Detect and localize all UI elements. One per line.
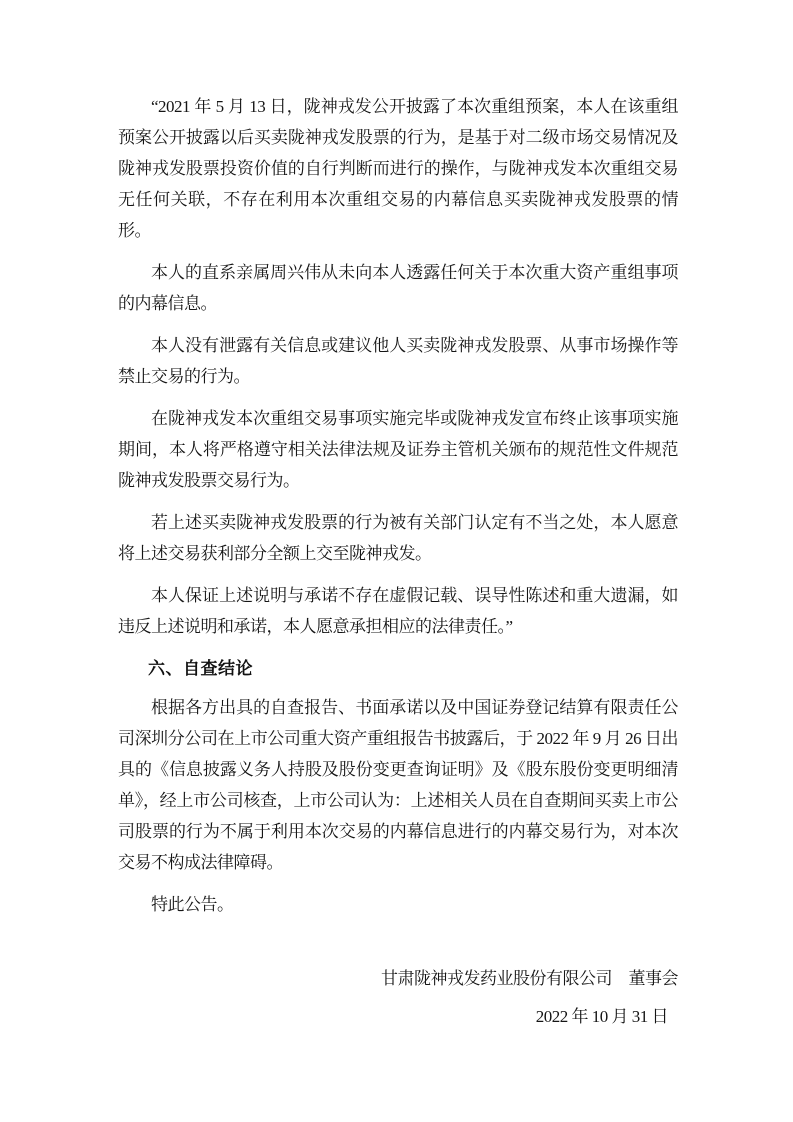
signature-date-line: 2022 年 10 月 31 日 bbox=[535, 1007, 668, 1026]
statement-paragraph-3: 本人没有泄露有关信息或建议他人买卖陇神戎发股票、从事市场操作等禁止交易的行为。 bbox=[118, 336, 678, 386]
closing-paragraph: 特此公告。 bbox=[151, 895, 234, 914]
statement-paragraph-6: 本人保证上述说明与承诺不存在虚假记载、误导性陈述和重大遗漏，如违反上述说明和承诺，本人愿意承担相应的法律责任。” bbox=[118, 586, 678, 636]
document-content bbox=[118, 91, 678, 1032]
signature-block bbox=[118, 963, 678, 1032]
conclusion-paragraph: 根据各方出具的自查报告、书面承诺以及中国证券登记结算有限责任公司深圳分公司在上市公司重大资产重组报告书披露后，于 2022 年 9 月 26 日出具的《信息披露义务人持股及股份变更查询证明》及《股东股份变更明细清单》，经上市公司核查，上市公司认为：上述相关人员在自查期间买卖上市公司股票的行为不属于利用本次交易的内幕信息进行的内幕交易行为，对本次交易不构成法律障碍。 bbox=[118, 698, 678, 872]
signature-company-line: 甘肃陇神戎发药业股份有限公司 董事会 bbox=[381, 969, 678, 988]
statement-paragraph-2: 本人的直系亲属周兴伟从未向本人透露任何关于本次重大资产重组事项的内幕信息。 bbox=[118, 263, 678, 313]
section-heading-self-check-conclusion: 六、自查结论 bbox=[148, 659, 253, 678]
statement-paragraph-1: “2021 年 5 月 13 日，陇神戎发公开披露了本次重组预案，本人在该重组预案公开披露以后买卖陇神戎发股票的行为，是基于对二级市场交易情况及陇神戎发股票投资价值的自行判断而进行的操作，与陇神戎发本次重组交易无任何关联，不存在利用本次重组交易的内幕信息买卖陇神戎发股票的情形。 bbox=[118, 97, 678, 240]
statement-paragraph-5: 若上述买卖陇神戎发股票的行为被有关部门认定有不当之处，本人愿意将上述交易获利部分全额上交至陇神戎发。 bbox=[118, 513, 678, 563]
statement-paragraph-4: 在陇神戎发本次重组交易事项实施完毕或陇神戎发宣布终止该事项实施期间，本人将严格遵守相关法律法规及证券主管机关颁布的规范性文件规范陇神戎发股票交易行为。 bbox=[118, 409, 678, 490]
